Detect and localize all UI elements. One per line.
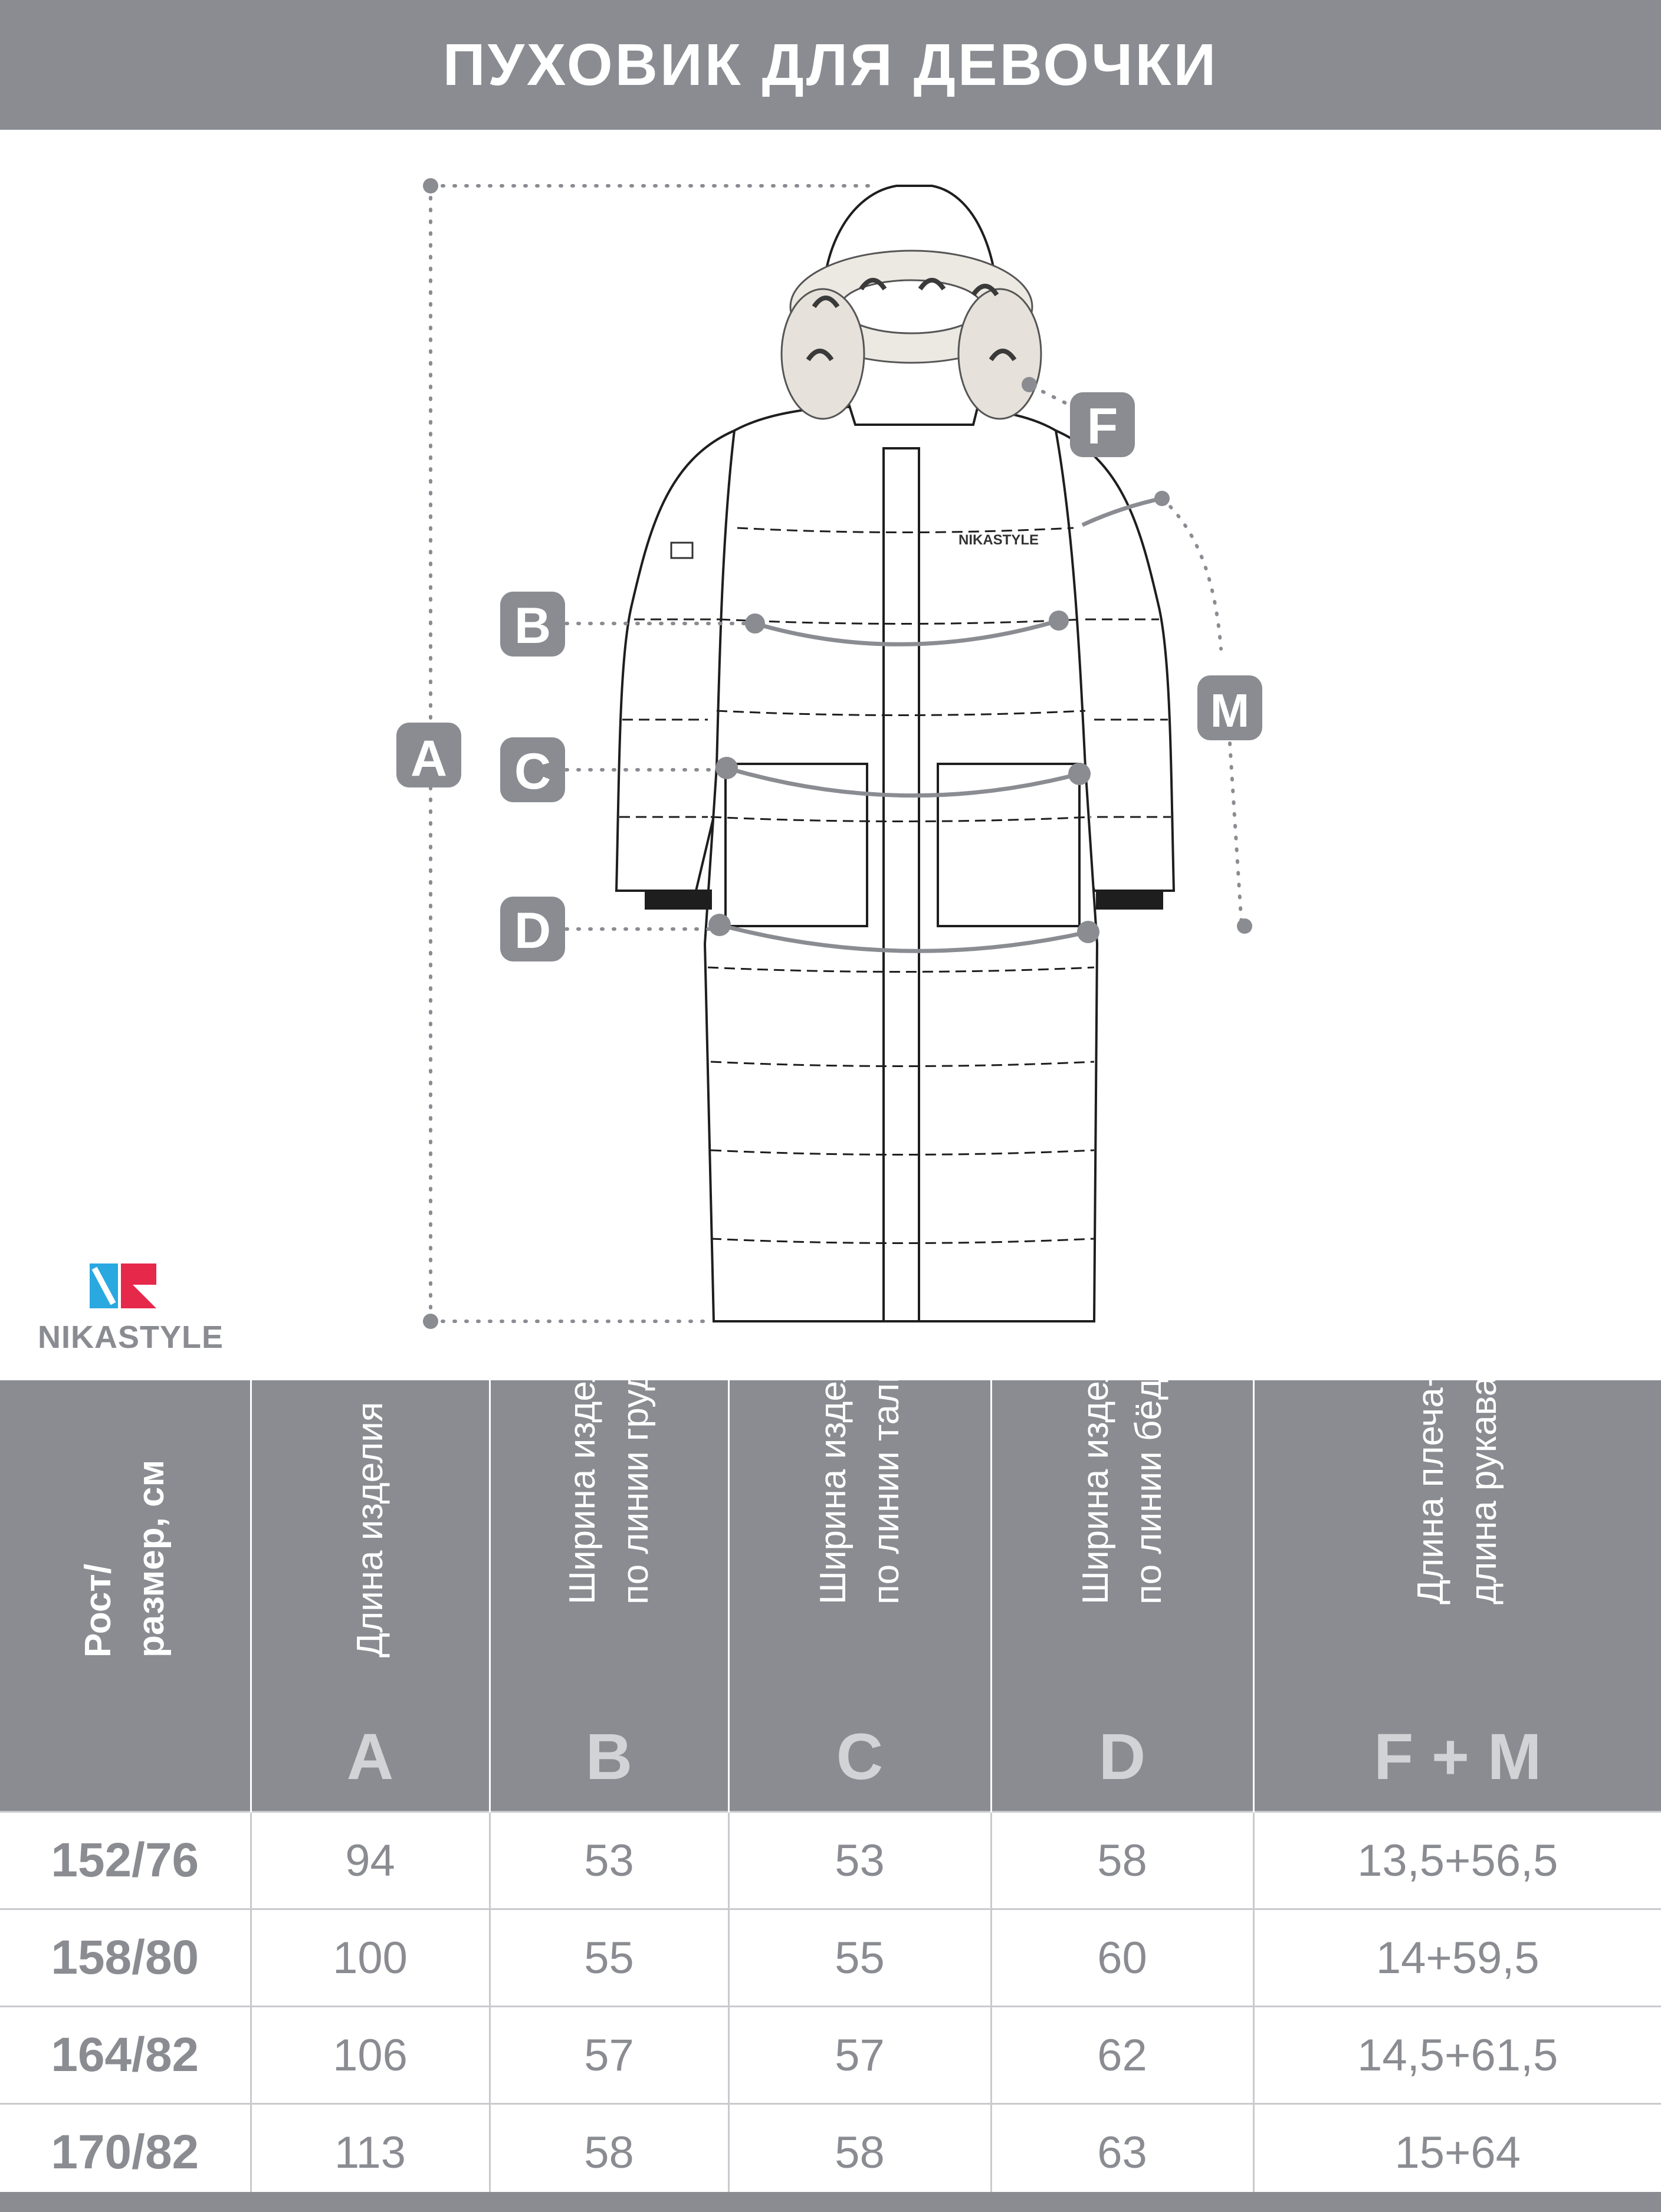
cell-a: 94 xyxy=(251,1812,490,1909)
table-row xyxy=(0,1812,1661,1909)
svg-text:D: D xyxy=(514,902,552,959)
table-row xyxy=(0,2007,1661,2104)
title-banner xyxy=(0,0,1661,130)
cell-fm: 14,5+61,5 xyxy=(1253,2007,1661,2104)
cell-size: 152/76 xyxy=(0,1812,251,1909)
cell-size: 164/82 xyxy=(0,2007,251,2104)
table-row xyxy=(0,2104,1661,2201)
badge-d xyxy=(500,897,565,961)
right-cuff xyxy=(1097,891,1162,908)
badge-f xyxy=(1070,392,1135,457)
footer-bar xyxy=(0,2192,1661,2212)
cell-d: 63 xyxy=(991,2104,1253,2201)
cell-a: 113 xyxy=(251,2104,490,2201)
chest-print: NIKASTYLE xyxy=(958,532,1039,548)
cell-fm: 13,5+56,5 xyxy=(1253,1812,1661,1909)
badge-b xyxy=(500,592,565,657)
header-c: Ширина изделия по линии талии C xyxy=(728,1380,991,1812)
cell-fm: 14+59,5 xyxy=(1253,1909,1661,2007)
cell-a: 100 xyxy=(251,1909,490,2007)
cell-size: 170/82 xyxy=(0,2104,251,2201)
page-title: ПУХОВИК ДЛЯ ДЕВОЧКИ xyxy=(442,31,1219,98)
svg-text:M: M xyxy=(1210,684,1250,737)
left-pocket xyxy=(726,764,867,926)
cell-size: 158/80 xyxy=(0,1909,251,2007)
cell-a: 106 xyxy=(251,2007,490,2104)
badge-m xyxy=(1197,675,1262,740)
header-size: Рост/ размер, см xyxy=(0,1380,251,1812)
nikastyle-logo xyxy=(35,1256,212,1315)
cell-b: 55 xyxy=(490,1909,728,2007)
brand-name: NIKASTYLE xyxy=(38,1320,224,1355)
cell-b: 58 xyxy=(490,2104,728,2201)
header-d: Ширина изделия по линии бёдер D xyxy=(991,1380,1253,1812)
cell-c: 58 xyxy=(728,2104,991,2201)
header-b: Ширина изделия по линии груди B xyxy=(490,1380,728,1812)
cell-b: 53 xyxy=(490,1812,728,1909)
badge-a xyxy=(396,723,461,787)
table-header-row xyxy=(0,1380,1661,1812)
cell-b: 57 xyxy=(490,2007,728,2104)
cell-d: 60 xyxy=(991,1909,1253,2007)
svg-text:C: C xyxy=(514,743,552,800)
badge-c xyxy=(500,737,565,802)
header-a: Длина изделия A xyxy=(251,1380,490,1812)
cell-c: 53 xyxy=(728,1812,991,1909)
cell-c: 57 xyxy=(728,2007,991,2104)
cell-c: 55 xyxy=(728,1909,991,2007)
table-row xyxy=(0,1909,1661,2007)
sleeve-patch xyxy=(671,543,692,558)
placket xyxy=(884,448,919,1321)
svg-text:B: B xyxy=(514,598,552,654)
jacket-diagram xyxy=(0,130,1661,1380)
cell-d: 58 xyxy=(991,1812,1253,1909)
cell-d: 62 xyxy=(991,2007,1253,2104)
cell-fm: 15+64 xyxy=(1253,2104,1661,2201)
svg-text:F: F xyxy=(1086,398,1118,455)
header-fm: Длина плеча+ длина рукава F + M xyxy=(1253,1380,1661,1812)
svg-text:A: A xyxy=(410,730,448,787)
left-cuff xyxy=(646,891,711,908)
